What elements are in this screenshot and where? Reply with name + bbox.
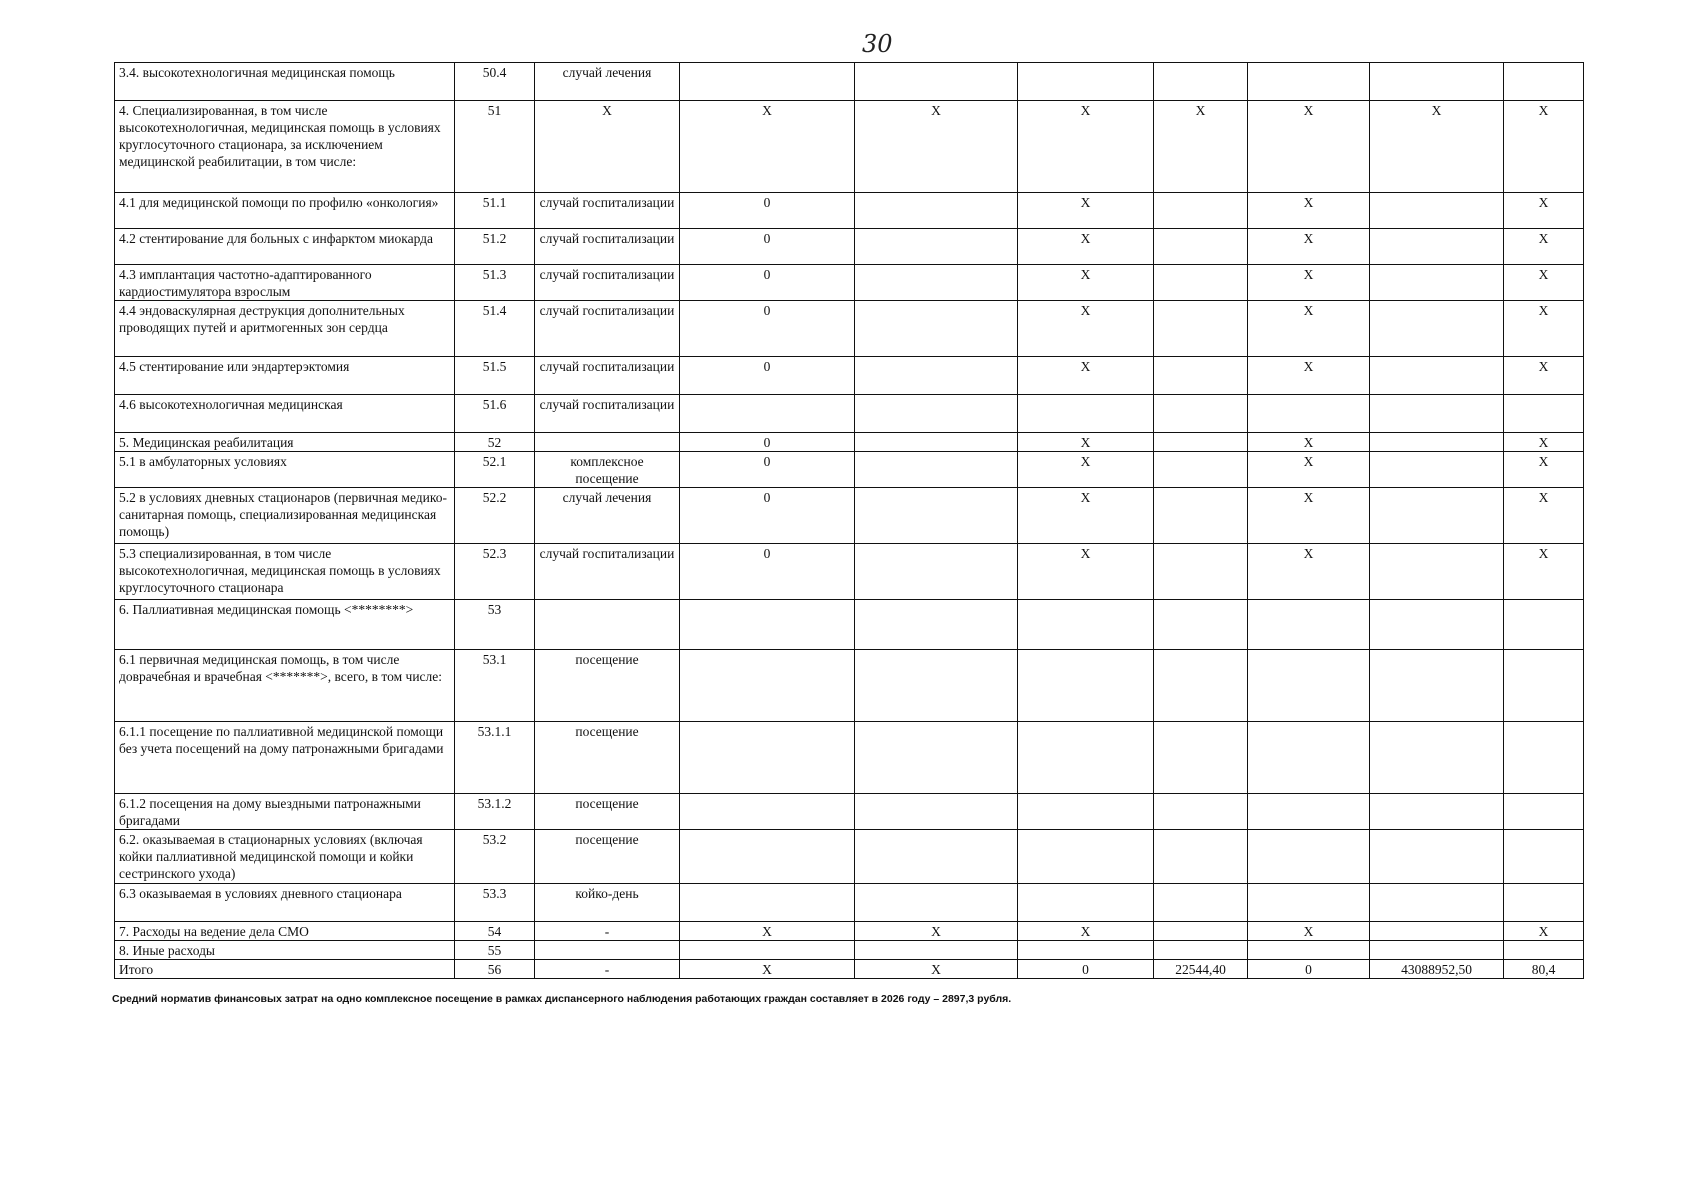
unit-cell: случай госпитализации [535,301,680,357]
table-row [115,830,1584,884]
value-cell: 0 [680,452,855,488]
row-code: 53.3 [455,884,535,922]
row-label: 6.3 оказываемая в условиях дневного стационара [115,884,455,922]
value-cell [1370,600,1504,650]
value-cell [1370,884,1504,922]
value-cell [855,63,1018,101]
table-row [115,193,1584,229]
value-cell: X [1018,301,1154,357]
row-code: 51.6 [455,395,535,433]
table-row [115,884,1584,922]
value-cell [855,357,1018,395]
value-cell: X [1248,357,1370,395]
unit-cell: посещение [535,794,680,830]
value-cell: X [1504,922,1584,941]
value-cell [1154,600,1248,650]
table-row [115,650,1584,722]
value-cell [1248,794,1370,830]
table-row [115,600,1584,650]
value-cell [1154,794,1248,830]
row-label: 4.6 высокотехнологичная медицинская [115,395,455,433]
value-cell: X [1018,433,1154,452]
value-cell: 43088952,50 [1370,960,1504,979]
row-code: 55 [455,941,535,960]
value-cell [1154,488,1248,544]
value-cell: X [680,922,855,941]
value-cell [1504,650,1584,722]
value-cell: X [680,960,855,979]
table-row [115,794,1584,830]
value-cell: 0 [680,544,855,600]
unit-cell: койко-день [535,884,680,922]
value-cell [1248,884,1370,922]
table-row [115,960,1584,979]
value-cell: 0 [680,265,855,301]
value-cell [1018,941,1154,960]
value-cell [1370,433,1504,452]
table-row [115,922,1584,941]
value-cell [680,63,855,101]
row-label: 4.1 для медицинской помощи по профилю «онкология» [115,193,455,229]
row-label: 7. Расходы на ведение дела СМО [115,922,455,941]
value-cell [1154,63,1248,101]
row-label: 4.5 стентирование или эндартерэктомия [115,357,455,395]
unit-cell: случай госпитализации [535,265,680,301]
value-cell [1504,600,1584,650]
table-row [115,722,1584,794]
unit-cell: посещение [535,722,680,794]
value-cell: X [1504,301,1584,357]
value-cell [1154,301,1248,357]
row-label: 4.4 эндоваскулярная деструкция дополнительных проводящих путей и аритмогенных зон сердца [115,301,455,357]
value-cell: X [1504,229,1584,265]
value-cell [855,884,1018,922]
value-cell [1154,265,1248,301]
value-cell [855,265,1018,301]
value-cell: X [855,101,1018,193]
value-cell [1504,830,1584,884]
value-cell: X [1248,488,1370,544]
value-cell [855,488,1018,544]
table-row [115,229,1584,265]
data-table [114,62,1584,979]
value-cell: 0 [680,229,855,265]
row-code: 52.2 [455,488,535,544]
unit-cell: комплексное посещение [535,452,680,488]
row-code: 54 [455,922,535,941]
value-cell [1018,722,1154,794]
value-cell [1154,395,1248,433]
table-row [115,101,1584,193]
value-cell: 0 [680,488,855,544]
value-cell [680,884,855,922]
row-code: 53.1 [455,650,535,722]
value-cell [1154,722,1248,794]
footnote: Средний норматив финансовых затрат на одно комплексное посещение в рамках диспансерного наблюдения работающих граждан составляет в 2026 году – 2897,3 рубля. [112,993,1012,1005]
value-cell: X [1154,101,1248,193]
value-cell [1370,830,1504,884]
value-cell [1154,884,1248,922]
value-cell [855,941,1018,960]
value-cell [1154,229,1248,265]
row-code: 52.1 [455,452,535,488]
value-cell [1154,193,1248,229]
value-cell [1370,544,1504,600]
row-label: 6. Паллиативная медицинская помощь <********> [115,600,455,650]
table-row [115,301,1584,357]
value-cell [1370,357,1504,395]
page-number: 30 [862,30,893,58]
value-cell [1248,63,1370,101]
unit-cell: - [535,922,680,941]
value-cell [855,650,1018,722]
value-cell [1154,357,1248,395]
value-cell [855,193,1018,229]
value-cell: X [1248,433,1370,452]
row-code: 53 [455,600,535,650]
value-cell: 0 [1018,960,1154,979]
value-cell [1370,722,1504,794]
value-cell [855,544,1018,600]
value-cell [855,600,1018,650]
unit-cell: случай госпитализации [535,193,680,229]
value-cell: X [1370,101,1504,193]
value-cell [1154,433,1248,452]
value-cell [855,452,1018,488]
table-row [115,395,1584,433]
value-cell [1370,922,1504,941]
value-cell [1370,63,1504,101]
value-cell [1504,63,1584,101]
value-cell [680,650,855,722]
value-cell [1370,650,1504,722]
row-label: 3.4. высокотехнологичная медицинская помощь [115,63,455,101]
value-cell [1504,941,1584,960]
value-cell: 80,4 [1504,960,1584,979]
value-cell: X [1018,193,1154,229]
row-code: 51.1 [455,193,535,229]
value-cell [680,794,855,830]
row-code: 56 [455,960,535,979]
value-cell [1248,600,1370,650]
unit-cell: случай лечения [535,63,680,101]
value-cell: X [1504,488,1584,544]
table-row [115,452,1584,488]
row-label: 6.1 первичная медицинская помощь, в том числе доврачебная и врачебная <*******>, всего, в том числе: [115,650,455,722]
value-cell [1370,452,1504,488]
value-cell: X [1018,488,1154,544]
table-row [115,544,1584,600]
value-cell: X [1504,433,1584,452]
row-code: 53.1.2 [455,794,535,830]
value-cell: X [1504,452,1584,488]
value-cell [855,830,1018,884]
value-cell [1504,722,1584,794]
unit-cell: случай лечения [535,488,680,544]
value-cell [1370,229,1504,265]
value-cell: X [1018,357,1154,395]
unit-cell: X [535,101,680,193]
value-cell [1154,452,1248,488]
value-cell: X [1018,452,1154,488]
unit-cell: случай госпитализации [535,544,680,600]
value-cell: X [1248,265,1370,301]
row-code: 53.1.1 [455,722,535,794]
value-cell [1018,884,1154,922]
value-cell [1154,941,1248,960]
value-cell [1154,650,1248,722]
value-cell [1248,722,1370,794]
value-cell: X [855,960,1018,979]
value-cell: X [1018,544,1154,600]
value-cell [1248,830,1370,884]
row-code: 52.3 [455,544,535,600]
row-label: 5.2 в условиях дневных стационаров (первичная медико-санитарная помощь, специализированная медицинская помощь) [115,488,455,544]
table-row [115,265,1584,301]
value-cell [680,941,855,960]
value-cell [1370,488,1504,544]
value-cell: X [1504,193,1584,229]
table-row [115,63,1584,101]
value-cell [1018,600,1154,650]
row-label: Итого [115,960,455,979]
value-cell [680,600,855,650]
value-cell: X [1504,265,1584,301]
value-cell [1018,63,1154,101]
row-code: 52 [455,433,535,452]
value-cell: 0 [680,357,855,395]
table-row [115,433,1584,452]
value-cell [1018,830,1154,884]
value-cell: X [1248,922,1370,941]
row-code: 51.2 [455,229,535,265]
value-cell [1370,794,1504,830]
value-cell: X [680,101,855,193]
value-cell [1370,395,1504,433]
value-cell [1154,922,1248,941]
value-cell [1504,884,1584,922]
value-cell [1018,395,1154,433]
value-cell: X [1248,301,1370,357]
row-code: 51.4 [455,301,535,357]
unit-cell: случай госпитализации [535,357,680,395]
value-cell: X [1018,922,1154,941]
row-code: 53.2 [455,830,535,884]
row-label: 5.3 специализированная, в том числе высокотехнологичная, медицинская помощь в условиях круглосуточного стационара [115,544,455,600]
value-cell [1504,395,1584,433]
value-cell: X [1018,229,1154,265]
value-cell: X [1018,101,1154,193]
unit-cell: посещение [535,830,680,884]
value-cell: X [1248,101,1370,193]
value-cell: X [1018,265,1154,301]
row-code: 51 [455,101,535,193]
value-cell: X [1504,544,1584,600]
value-cell: X [1248,193,1370,229]
value-cell: X [1504,101,1584,193]
value-cell [680,830,855,884]
row-label: 5.1 в амбулаторных условиях [115,452,455,488]
value-cell [855,301,1018,357]
value-cell [1248,941,1370,960]
value-cell [680,395,855,433]
row-label: 6.1.1 посещение по паллиативной медицинской помощи без учета посещений на дому патронажными бригадами [115,722,455,794]
unit-cell: - [535,960,680,979]
row-code: 50.4 [455,63,535,101]
value-cell: X [1248,544,1370,600]
value-cell: 22544,40 [1154,960,1248,979]
table-row [115,941,1584,960]
value-cell [1370,193,1504,229]
value-cell [1018,650,1154,722]
value-cell: X [1248,452,1370,488]
value-cell: 0 [680,433,855,452]
row-label: 4. Специализированная, в том числе высокотехнологичная, медицинская помощь в условиях круглосуточного стационара, за исключением медицинской реабилитации, в том числе: [115,101,455,193]
unit-cell [535,941,680,960]
value-cell [855,229,1018,265]
value-cell [1248,650,1370,722]
row-label: 4.2 стентирование для больных с инфарктом миокарда [115,229,455,265]
value-cell [1504,794,1584,830]
value-cell [1248,395,1370,433]
value-cell [1370,941,1504,960]
row-label: 6.2. оказываемая в стационарных условиях (включая койки паллиативной медицинской помощи и койки сестринского ухода) [115,830,455,884]
value-cell: X [1248,229,1370,265]
value-cell [1370,265,1504,301]
value-cell [1370,301,1504,357]
value-cell [1018,794,1154,830]
value-cell [1154,830,1248,884]
value-cell: X [855,922,1018,941]
value-cell [855,395,1018,433]
value-cell: 0 [680,193,855,229]
row-label: 8. Иные расходы [115,941,455,960]
unit-cell: случай госпитализации [535,395,680,433]
table-row [115,357,1584,395]
row-label: 5. Медицинская реабилитация [115,433,455,452]
row-label: 6.1.2 посещения на дому выездными патронажными бригадами [115,794,455,830]
value-cell [1154,544,1248,600]
value-cell: 0 [1248,960,1370,979]
value-cell: 0 [680,301,855,357]
unit-cell: посещение [535,650,680,722]
value-cell [680,722,855,794]
unit-cell: случай госпитализации [535,229,680,265]
value-cell [855,722,1018,794]
row-code: 51.3 [455,265,535,301]
table-row [115,488,1584,544]
value-cell [855,794,1018,830]
row-label: 4.3 имплантация частотно-адаптированного кардиостимулятора взрослым [115,265,455,301]
row-code: 51.5 [455,357,535,395]
unit-cell [535,433,680,452]
value-cell: X [1504,357,1584,395]
value-cell [855,433,1018,452]
unit-cell [535,600,680,650]
